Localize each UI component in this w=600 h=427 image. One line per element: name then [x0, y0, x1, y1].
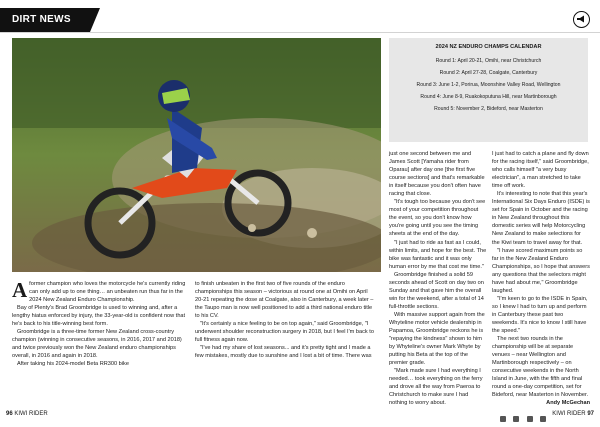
facebook-icon: [500, 416, 506, 422]
article-paragraph: "I have scored maximum points so far in the New Zealand Enduro Championships, so I hope that answers any questions that the selectors might have had about me," Groombridge laughed.: [492, 247, 590, 294]
article-column-1: [12, 280, 186, 369]
article-paragraph: After taking his 2024-model Beta RR300 bike: [17, 361, 129, 368]
article-paragraph: "I just had to ride as fast as I could, within limits, and hope for the best. The bike was fantastic and it was only human error by me that cost me time.": [389, 239, 487, 270]
article-paragraph: "Mark made sure I had everything I needed… took everything on the ferry and drove all the way from Paeroa to Christchurch to make sure I had nothing to worry about.: [389, 368, 483, 407]
calendar-round: Round 2: April 27-28, Coalgate, Canterbury: [439, 70, 538, 76]
article-paragraph: The next two rounds in the championship will be at separate venues – near Wellington and Martinborough respectively – on consecutive weekends in the North Island in June, with the fifth and final round a one-day competition, set for Bideford, near Masterton in November.: [492, 336, 589, 399]
page-number-right: 97: [587, 411, 594, 417]
hero-photo: [12, 38, 381, 272]
page-number-left: 96: [6, 411, 13, 417]
magazine-name-right: KIWI RIDER: [552, 411, 586, 417]
twitter-icon: [527, 416, 533, 422]
magazine-name-left: KIWI RIDER: [14, 411, 48, 417]
footer-right: [552, 411, 594, 417]
article-paragraph: just one second between me and James Scott [Yamaha rider from Oparau] after day one [the first five course sections] and that's remarkable in itself because you don't often have racing that close.: [389, 151, 485, 198]
calendar-round: Round 5: November 2, Bideford, near Masterton: [434, 106, 543, 112]
calendar-round: Round 1: April 20-21, Omihi, near Christchurch: [435, 58, 542, 64]
article-lead: former champion who loves the motorcycle he's currently riding can only add up to one thing… an unbeaten run thus far in the 2024 New Zealand Enduro Championship.: [29, 281, 186, 304]
footer-left: [6, 411, 48, 417]
article-paragraph: "I've had my share of lost seasons... and it's pretty tight and I made a few mistakes, mostly due to sunshine and I lost a bit of time. There was: [195, 345, 372, 360]
calendar-title: 2024 NZ ENDURO CHAMPS CALENDAR: [435, 44, 542, 50]
section-tag: DIRT NEWS: [0, 8, 90, 32]
article-paragraph: "It's certainly a nice feeling to be on top again," said Groombridge, "I underwent shoulder reconstruction surgery in 2018, but I feel I'm back to full fitness again now.: [195, 321, 374, 344]
motocross-rider-image: [12, 38, 381, 272]
calendar-round: Round 3: June 1-2, Porirua, Moonshine Valley Road, Wellington: [416, 82, 561, 88]
article-paragraph: It's interesting to note that this year's International Six Days Enduro (ISDE) is set for Spain in October and the racing in New Zealand throughout this domestic series will help Motorcycling New Zealand to make selections for the Kiwi team to travel away for that.: [492, 191, 590, 246]
article-paragraph: Groombridge finished a solid 59 seconds ahead of Scott on day two on Sunday and that gave him the overall win for the weekend, after a total of 14 full-throttle sections.: [389, 271, 484, 310]
article-paragraph: With massive support again from the Whyteline motor vehicle dealership in Papamoa, Groombridge reckons he is "repaying the kindness" shown to him by Whyteline's owner Mark Whyte by putting his Beta at the top of the premier grade.: [389, 311, 485, 367]
calendar-box: [389, 38, 588, 142]
article-paragraph: "I'm keen to go to the ISDE in Spain, so I knew I had to turn up and perform in Canterbury these past two weekends. It's nice to know I still have the speed.": [492, 295, 588, 335]
article-column-4: [492, 150, 590, 408]
youtube-icon: [540, 416, 546, 422]
article-paragraph: "It's tough too because you don't see most of your competition throughout the event, so you don't know how you're going until you see the timing sheets at the end of the day.: [389, 199, 486, 238]
article-column-2: [195, 280, 375, 360]
section-header: [0, 8, 600, 33]
article-paragraph: to finish unbeaten in the first two of five rounds of the enduro championships this season – victorious at round one at Omihi on April 20-21 repeating the dose at Coalgate, also in Canterbury, a week later – the Taupo man is now well positioned to add a third national enduro title to his CV.: [195, 281, 374, 320]
social-icons: [500, 409, 549, 427]
byline: Andy McGechan: [546, 400, 590, 407]
article-paragraph: Bay of Plenty's Brad Groombridge is used to winning and, after a lengthy hiatus enforced by injury, the 33-year-old is confident now that he's back to his title-winning best form.: [12, 305, 186, 328]
instagram-icon: [513, 416, 519, 422]
article-paragraph: Groombridge is a three-time former New Zealand cross-country champion (winning in consecutive seasons, in 2016, 2017 and 2018) and twice previously won the New Zealand enduro championships overall, in 2016 and again in 2018.: [12, 329, 182, 360]
megaphone-icon: [573, 11, 590, 28]
calendar-round: Round 4: June 8-9, Ruakokoputuna Hill, near Martinborough: [420, 94, 557, 100]
drop-cap: A: [12, 278, 28, 302]
article-column-3: [389, 150, 487, 408]
article-paragraph: I just had to catch a plane and fly down for the racing itself," said Groombridge, who calls himself "a very busy electrician", a man stretched to take time off work.: [492, 151, 589, 190]
